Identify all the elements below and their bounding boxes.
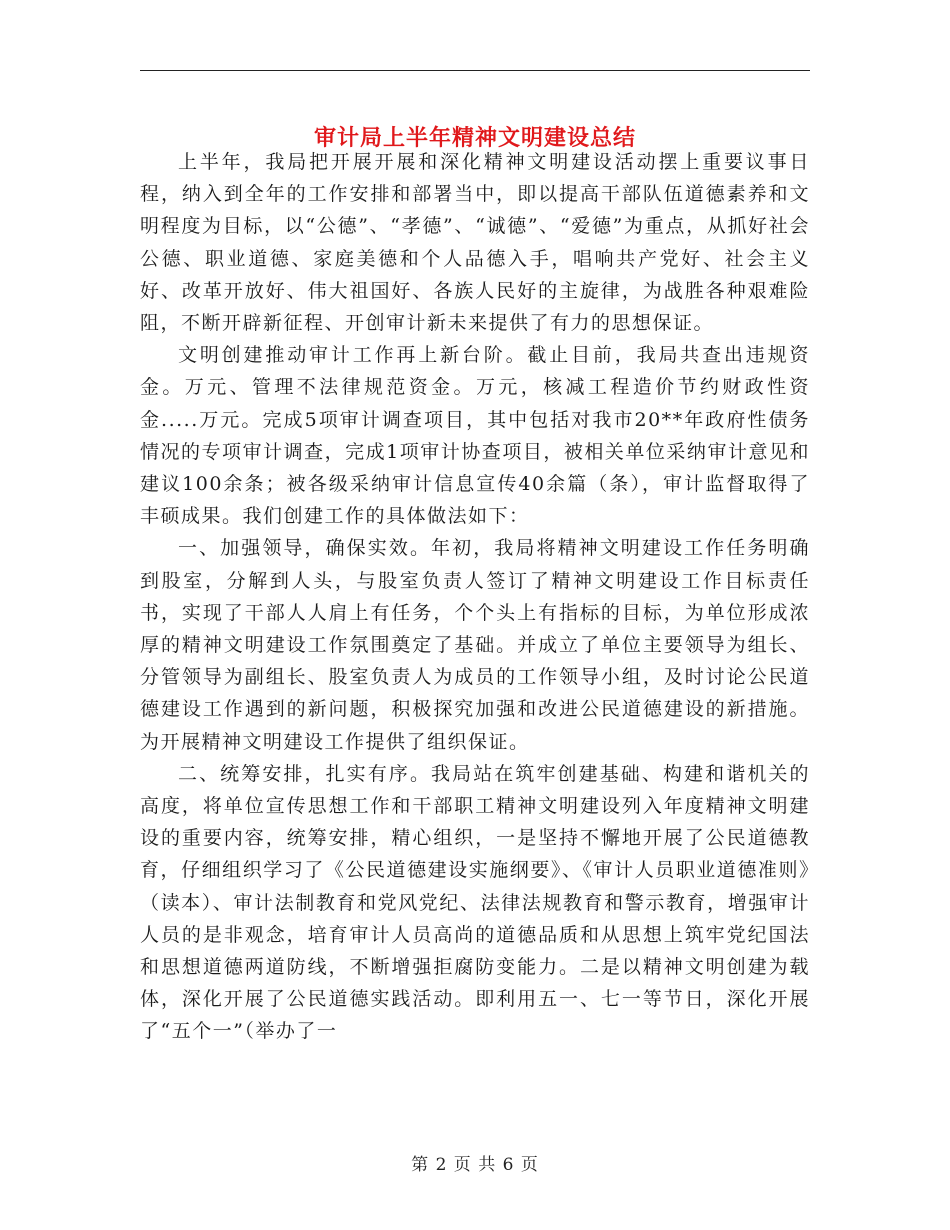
document-body (140, 146, 810, 1048)
paragraph-leadership: 一、加强领导，确保实效。年初，我局将精神文明建设工作任务明确到股室，分解到人头，与股室负责人签订了精神文明建设工作目标责任书，实现了干部人人肩上有任务，个个头上有指标的目标，为单位形成浓厚的精神文明建设工作氛围奠定了基础。并成立了单位主要领导为组长、分管领导为副组长、股室负责人为成员的工作领导小组，及时讨论公民道德建设工作遇到的新问题，积极探究加强和改进公民道德建设的新措施。为开展精神文明建设工作提供了组织保证。 (140, 537, 810, 753)
page-footer: 第 2 页 共 6 页 (411, 1155, 539, 1175)
document-title: 审计局上半年精神文明建设总结 (313, 125, 636, 151)
header-rule (140, 70, 810, 71)
paragraph-planning: 二、统筹安排，扎实有序。我局站在筑牢创建基础、构建和谐机关的高度，将单位宣传思想工作和干部职工精神文明建设列入年度精神文明建设的重要内容，统筹安排，精心组织，一是坚持不懈地开展了公民道德教育，仔细组织学习了《公民道德建设实施纲要》、《审计人员职业道德准则》（读本）、审计法制教育和党风党纪、法律法规教育和警示教育，增强审计人员的是非观念，培育审计人员高尚的道德品质和从思想上筑牢党纪国法和思想道德两道防线，不断增强拒腐防变能力。二是以精神文明创建为载体，深化开展了公民道德实践活动。即利用五一、七一等节日，深化开展了“五个一”（举办了一 (140, 762, 810, 1043)
paragraph-intro: 上半年，我局把开展开展和深化精神文明建设活动摆上重要议事日程，纳入到全年的工作安排和部署当中，即以提高干部队伍道德素养和文明程度为目标，以“公德”、“孝德”、“诚德”、“爱德”为重点，从抓好社会公德、职业道德、家庭美德和个人品德入手，唱响共产党好、社会主义好、改革开放好、伟大祖国好、各族人民好的主旋律，为战胜各种艰难险阻，不断开辟新征程、开创审计新未来提供了有力的思想保证。 (140, 151, 810, 335)
paragraph-achievements: 文明创建推动审计工作再上新台阶。截止目前，我局共查出违规资金。万元、管理不法律规范资金。万元，核减工程造价节约财政性资金.....万元。完成5项审计调查项目，其中包括对我市20**年政府性债务情况的专项审计调查，完成1项审计协查项目，被相关单位采纳审计意见和建议100余条；被各级采纳审计信息宣传40余篇（条），审计监督取得了丰硕成果。我们创建工作的具体做法如下： (140, 344, 810, 528)
